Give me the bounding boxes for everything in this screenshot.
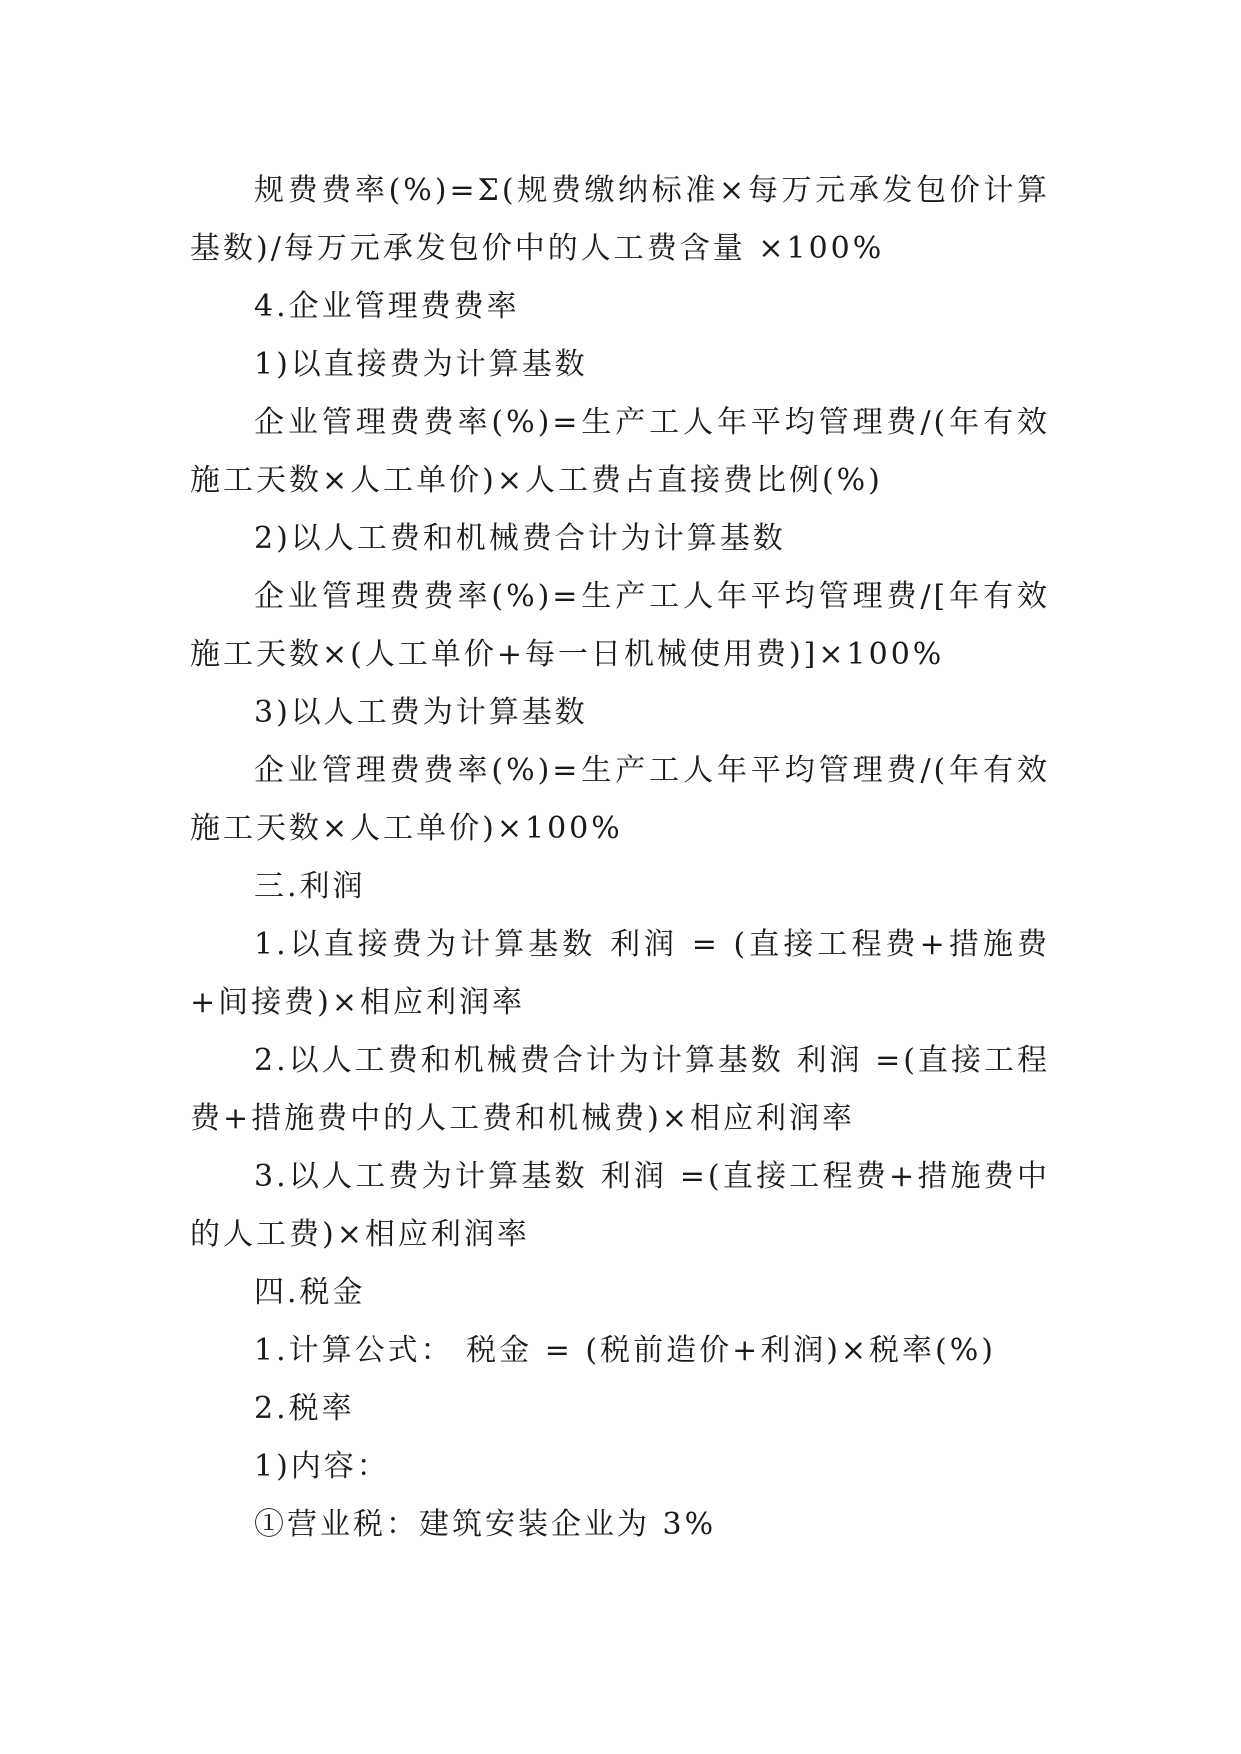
- paragraph-profit-formula-2: 2.以人工费和机械费合计为计算基数 利润 =(直接工程费+措施费中的人工费和机械费)×相应利润率: [190, 1043, 1050, 1136]
- paragraph-management-rate-formula-3: 企业管理费费率(%)=生产工人年平均管理费/(年有效施工天数×人工单价)×100%: [190, 753, 1050, 846]
- heading-profit: 三.利润: [254, 869, 366, 904]
- heading-tax: 四.税金: [254, 1275, 366, 1310]
- paragraph-profit-formula-1: 1.以直接费为计算基数 利润 = (直接工程费+措施费+间接费)×相应利润率: [190, 927, 1050, 1020]
- paragraph-business-tax: ①营业税：建筑安装企业为 3%: [254, 1507, 717, 1542]
- paragraph-tax-formula: 1.计算公式： 税金 = (税前造价+利润)×税率(%): [254, 1333, 996, 1368]
- subheading-labor-machine-base: 2)以人工费和机械费合计为计算基数: [254, 521, 786, 556]
- heading-management-fee-rate: 4.企业管理费费率: [254, 289, 520, 324]
- paragraph-management-rate-formula-2: 企业管理费费率(%)=生产工人年平均管理费/[年有效施工天数×(人工单价+每一日机械使用费)]×100%: [190, 579, 1050, 672]
- subheading-labor-base: 3)以人工费为计算基数: [254, 695, 588, 730]
- paragraph-management-rate-formula-1: 企业管理费费率(%)=生产工人年平均管理费/(年有效施工天数×人工单价)×人工费占直接费比例(%): [190, 405, 1050, 498]
- paragraph-profit-formula-3: 3.以人工费为计算基数 利润 =(直接工程费+措施费中的人工费)×相应利润率: [190, 1159, 1050, 1252]
- document-page: [190, 162, 1050, 1554]
- paragraph-fee-rate-formula: 规费费率(%)=Σ(规费缴纳标准×每万元承发包价计算基数)/每万元承发包价中的人工费含量 ×100%: [190, 173, 1050, 266]
- subheading-direct-cost-base: 1)以直接费为计算基数: [254, 347, 588, 382]
- subheading-content: 1)内容：: [254, 1449, 390, 1484]
- subheading-tax-rate: 2.税率: [254, 1391, 355, 1426]
